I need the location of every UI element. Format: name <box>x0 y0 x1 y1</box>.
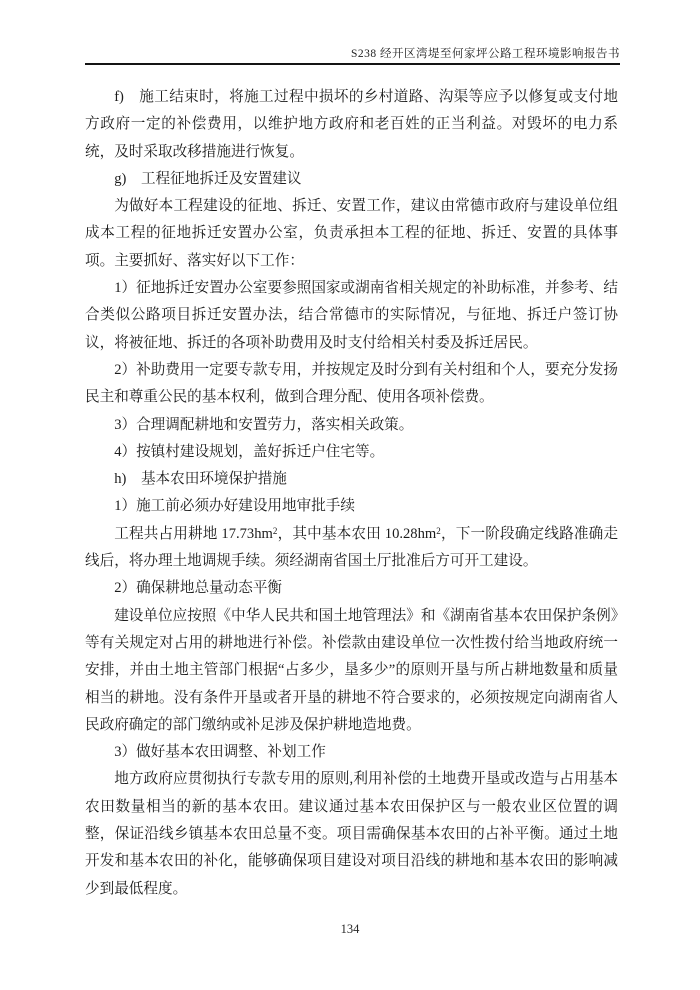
paragraph: 工程共占用耕地 $17.73hm^2$，其中基本农田 $10.28hm^2$，下一阶段确定线路准确走线后，将办理土地调规手续。须经湖南省国土厅批准后方可开工建设。 <box>85 525 618 570</box>
paragraph: 4）按镇村建设规划，盖好拆迁户住宅等。 <box>114 443 385 460</box>
paragraph: f) 施工结束时，将施工过程中损坏的乡村道路、沟渠等应予以修复或支付地方政府一定的补偿费用，以维护地方政府和老百姓的正当利益。对毁坏的电力系统，及时采取改移措施进行恢复。 <box>85 89 618 160</box>
paragraph: 地方政府应贯彻执行专款专用的原则,利用补偿的土地费开垦或改造与占用基本农田数量相当的新的基本农田。建议通过基本农田保护区与一般农业区位置的调整，保证沿线乡镇基本农田总量不变。项目需确保基本农田的占补平衡。通过土地开发和基本农田的补化，能够确保项目建设对项目沿线的耕地和基本农田的影响减少到最低程度。 <box>85 771 618 897</box>
superscript: 2 <box>436 525 441 536</box>
paragraph: 3）做好基本农田调整、补划工作 <box>114 744 326 761</box>
paragraph: 为做好本工程建设的征地、拆迁、安置工作，建议由常德市政府与建设单位组成本工程的征地拆迁安置办公室，负责承担本工程的征地、拆迁、安置的具体事项。主要抓好、落实好以下工作： <box>85 198 618 269</box>
page-footer <box>0 922 700 937</box>
paragraph: 1）征地拆迁安置办公室要参照国家或湖南省相关规定的补助标准，并参考、结合类似公路项目拆迁安置办法，结合常德市的实际情况，与征地、拆迁户签订协议，将被征地、拆迁的各项补助费用及时支付给相关村委及拆迁居民。 <box>85 280 618 351</box>
paragraph: 3）合理调配耕地和安置劳力，落实相关政策。 <box>114 416 414 433</box>
paragraph: g) 工程征地拆迁及安置建议 <box>114 170 302 187</box>
paragraph: h) 基本农田环境保护措施 <box>114 471 287 488</box>
header-rule <box>85 63 620 65</box>
paragraph: 2）确保耕地总量动态平衡 <box>114 580 283 597</box>
paragraph: 建设单位应按照《中华人民共和国土地管理法》和《湖南省基本农田保护条例》等有关规定对占用的耕地进行补偿。补偿款由建设单位一次性拨付给当地政府统一安排，并由土地主管部门根据“占多少，垦多少”的原则开垦与所占耕地数量和质量相当的耕地。没有条件开垦或者开垦的耕地不符合要求的，必须按规定向湖南省人民政府确定的部门缴纳或补足涉及保护耕地造地费。 <box>85 607 618 733</box>
page-number: 134 <box>340 922 360 936</box>
header-title: S238 经开区湾堤至何家坪公路工程环境影响报告书 <box>350 48 620 60</box>
document-body <box>85 84 618 903</box>
page-header <box>85 45 620 61</box>
paragraph: 2）补助费用一定要专款专用，并按规定及时分到有关村组和个人，要充分发扬民主和尊重公民的基本权利，做到合理分配、使用各项补偿费。 <box>85 361 618 406</box>
paragraph: 1）施工前必须办好建设用地审批手续 <box>114 498 355 515</box>
superscript: 2 <box>272 525 278 536</box>
